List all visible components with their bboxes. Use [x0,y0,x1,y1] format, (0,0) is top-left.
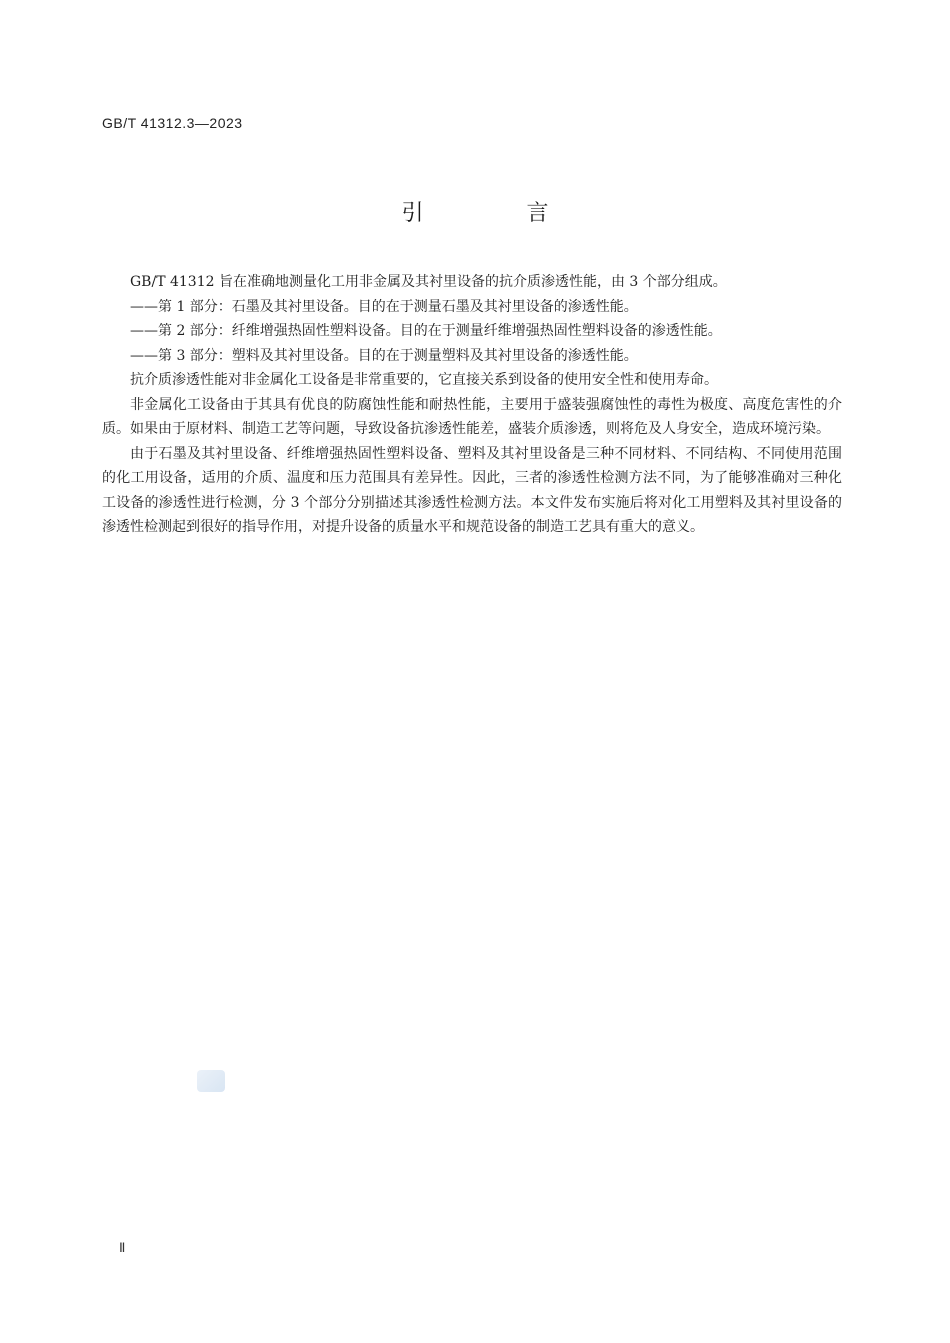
paragraph-intro: GB/T 41312 旨在准确地测量化工用非金属及其衬里设备的抗介质渗透性能，由 3 个部分组成。 [130,274,727,290]
paragraph-importance: 抗介质渗透性能对非金属化工设备是非常重要的，它直接关系到设备的使用安全性和使用寿命。 [130,372,718,388]
page-number: Ⅱ [119,1240,126,1255]
paragraph-part-1: ——第 1 部分：石墨及其衬里设备。目的在于测量石墨及其衬里设备的渗透性能。 [130,298,638,315]
watermark-stamp [197,1070,225,1092]
introduction-body [102,270,842,540]
page-title: 引 言 [401,201,597,226]
paragraph-part-3: ——第 3 部分：塑料及其衬里设备。目的在于测量塑料及其衬里设备的渗透性能。 [130,347,638,364]
paragraph-application: 非金属化工设备由于其具有优良的防腐蚀性能和耐热性能，主要用于盛装强腐蚀性的毒性为极度、高度危害性的介质。如果由于原材料、制造工艺等问题，导致设备抗渗透性能差，盛装介质渗透，则将危及人身安全，造成环境污染。 [102,396,842,437]
standard-code: GB/T 41312.3—2023 [102,115,243,131]
paragraph-methods: 由于石墨及其衬里设备、纤维增强热固性塑料设备、塑料及其衬里设备是三种不同材料、不同结构、不同使用范围的化工用设备，适用的介质、温度和压力范围具有差异性。因此，三者的渗透性检测方法不同，为了能够准确对三种化工设备的渗透性进行检测，分 3 个部分分别描述其渗透性检测方法。本文件发布实施后将对化工用塑料及其衬里设备的渗透性检测起到很好的指导作用，对提升设备的质量水平和规范设备的制造工艺具有重大的意义。 [102,445,842,535]
paragraph-part-2: ——第 2 部分：纤维增强热固性塑料设备。目的在于测量纤维增强热固性塑料设备的渗透性能。 [130,323,722,339]
